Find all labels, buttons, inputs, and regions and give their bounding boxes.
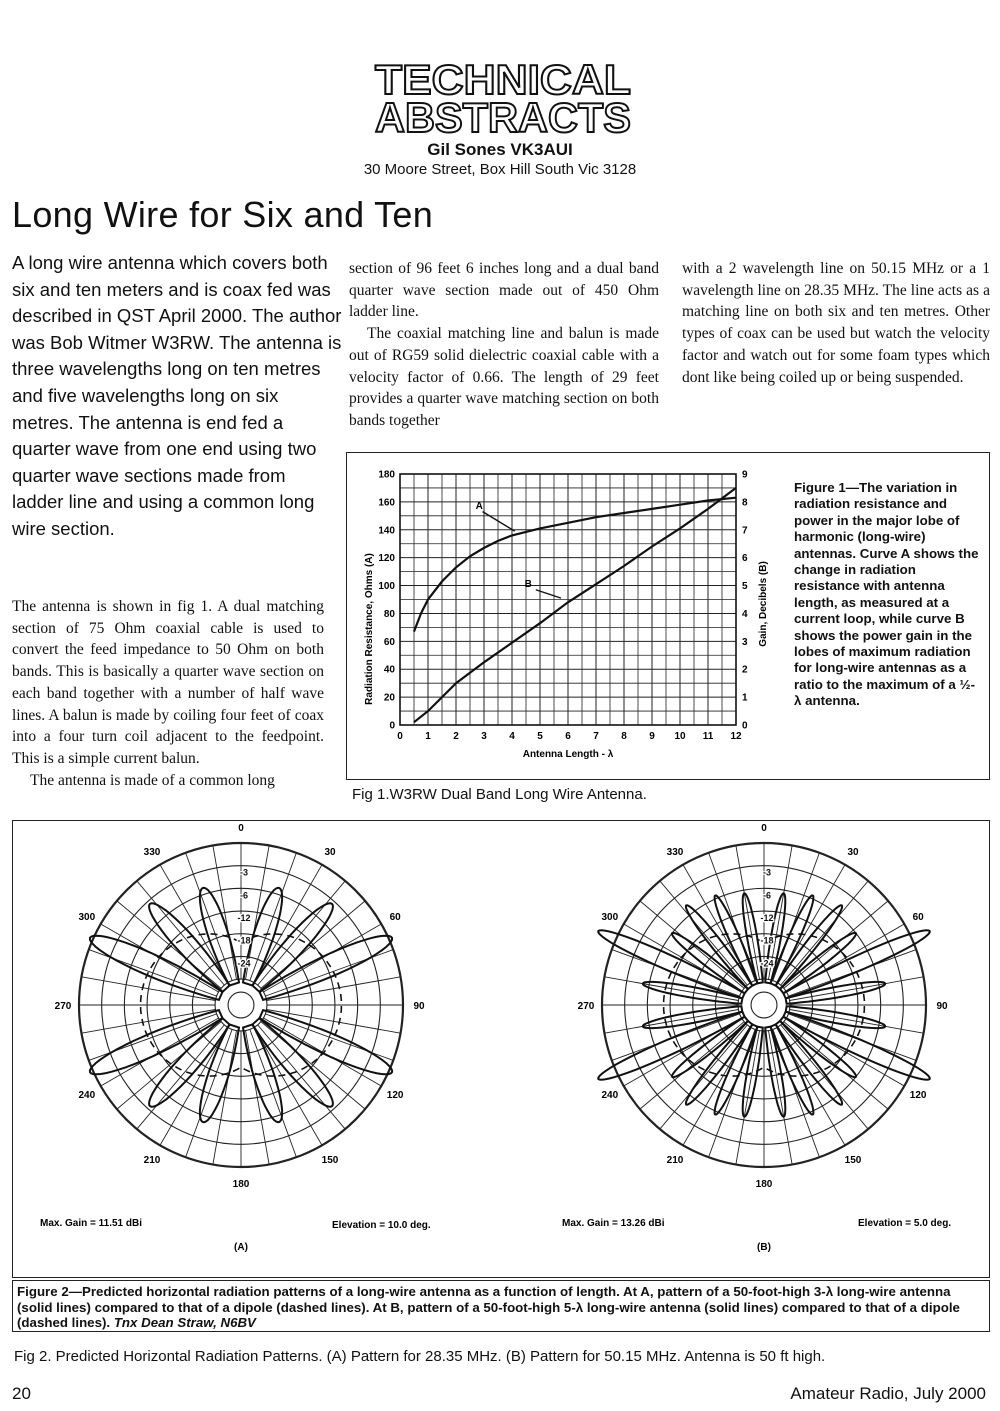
- column-2-body: [349, 258, 659, 432]
- polar-labels-b: [578, 823, 948, 1190]
- technical-abstracts-logo: [372, 58, 634, 138]
- polar-spoke: [254, 1027, 322, 1145]
- y2-tick-label: 8: [742, 497, 748, 509]
- polar-spoke: [258, 881, 345, 985]
- lobe: [252, 1018, 333, 1106]
- publication-info: Amateur Radio, July 2000: [790, 1384, 986, 1403]
- figure-2-credit: Tnx Dean Straw, N6BV: [113, 1315, 256, 1331]
- y2-tick-label: 4: [742, 608, 748, 620]
- angle-label: 300: [601, 912, 619, 923]
- x-tick-label: 1: [425, 731, 431, 742]
- polar-spoke: [137, 881, 224, 985]
- y2-axis-label: Gain, Decibels (B): [758, 561, 769, 647]
- angle-label: 270: [577, 1001, 595, 1012]
- x-tick-label: 10: [674, 731, 686, 742]
- x-tick-label: 3: [481, 731, 487, 742]
- y2-tick-label: 0: [742, 720, 748, 732]
- chart-series: [414, 488, 736, 722]
- col1-paragraph-2: The antenna is made of a common long: [30, 771, 275, 789]
- col2-paragraph-1: section of 96 feet 6 inches long and a dual band quarter wave section made out of 450 Ohm ladder line.: [349, 260, 659, 321]
- angle-label: 270: [54, 1001, 72, 1012]
- ring-label: -24: [760, 958, 774, 969]
- col3-paragraph-1: with a 2 wavelength line on 50.15 MHz or a 1 wavelength line on 28.35 MHz. The line acts as a matching line on both six and ten metres. Other types of coax can be used but watch the velocity factor and watch out for some foam types which dont like being coiled up or being suspended.: [682, 260, 990, 386]
- angle-label: 0: [761, 823, 767, 834]
- angle-label: 330: [143, 846, 161, 858]
- ring-label: -18: [237, 935, 251, 946]
- series-label-A: A: [475, 500, 483, 512]
- ring-label: -24: [237, 958, 251, 969]
- column-3-body: [682, 258, 990, 388]
- elevation-a: Elevation = 10.0 deg.: [332, 1220, 431, 1231]
- x-tick-label: 6: [565, 731, 571, 742]
- polar-chart-b: [520, 822, 988, 1276]
- y-tick-label: 20: [383, 692, 395, 704]
- polar-labels-a: [55, 823, 425, 1190]
- figure-1-chart: [348, 454, 792, 778]
- series-label-B: B: [524, 578, 532, 590]
- polar-spoke: [160, 1027, 228, 1145]
- max-gain-b: Max. Gain = 13.26 dBi: [562, 1218, 665, 1229]
- y2-tick-label: 9: [742, 469, 748, 481]
- y2-tick-label: 3: [742, 636, 748, 648]
- ring-label: -18: [760, 935, 774, 946]
- angle-label: 180: [755, 1179, 773, 1190]
- angle-label: 150: [844, 1155, 862, 1167]
- polar-spoke: [254, 865, 322, 983]
- polar-spoke: [137, 1025, 224, 1129]
- col1-paragraph-1: The antenna is shown in fig 1. A dual matching section of 75 Ohm coaxial cable is used to convert the feed impedance to 50 Ohm on both bands. This is basically a quarter wave section on each band together with a number of half wave lines. A balun is made by coiling four feet of coax into a four turn coil adjacent to the feedpoint. This is a simple current balun.: [12, 598, 324, 767]
- panel-label-a: (A): [234, 1242, 248, 1253]
- y2-tick-label: 1: [742, 692, 748, 704]
- x-tick-label: 0: [397, 731, 403, 742]
- angle-label: 60: [389, 912, 401, 923]
- x-tick-label: 11: [702, 731, 714, 742]
- lobe: [149, 1018, 230, 1106]
- intro-text: A long wire antenna which covers both six and ten meters and is coax fed was described in QST April 2000. The author was Bob Witmer W3RW. The antenna is three wavelengths long on ten metres and five wavelengths long on six metres. The antenna is end fed a quarter wave from one end using two quarter wave sections made from ladder line and using a common long wire section.: [12, 252, 342, 539]
- y2-tick-label: 7: [742, 525, 748, 537]
- y-tick-label: 40: [383, 664, 395, 676]
- x-tick-label: 2: [453, 731, 459, 742]
- series-line-B: [414, 488, 736, 722]
- author-address: 30 Moore Street, Box Hill South Vic 3128: [363, 161, 637, 178]
- ring-label: -6: [239, 890, 249, 901]
- angle-label: 240: [78, 1090, 96, 1101]
- ring-label: -12: [760, 913, 774, 924]
- figure-2-caption: Fig 2. Predicted Horizontal Radiation Patterns. (A) Pattern for 28.35 MHz. (B) Pattern for 50.15 MHz. Antenna is 50 ft high.: [14, 1348, 826, 1365]
- ring-label: -3: [239, 867, 249, 878]
- ring-label: -12: [237, 913, 251, 924]
- angle-label: 210: [143, 1155, 161, 1167]
- angle-label: 30: [324, 846, 336, 858]
- intro-paragraph: [12, 250, 342, 543]
- angle-label: 150: [321, 1155, 339, 1167]
- x-axis-label: Antenna Length - λ: [522, 749, 614, 760]
- angle-label: 330: [666, 846, 684, 858]
- elevation-b: Elevation = 5.0 deg.: [858, 1218, 952, 1229]
- y-tick-label: 160: [378, 497, 395, 509]
- angle-label: 300: [78, 912, 96, 923]
- angle-label: 90: [936, 1001, 948, 1012]
- y-tick-label: 180: [378, 469, 395, 481]
- polar-spoke: [160, 865, 228, 983]
- x-tick-label: 5: [537, 731, 543, 742]
- y-tick-label: 140: [378, 525, 395, 537]
- max-gain-a: Max. Gain = 11.51 dBi: [40, 1218, 142, 1229]
- page-number: 20: [12, 1384, 31, 1403]
- y2-tick-label: 5: [742, 581, 748, 593]
- angle-label: 180: [232, 1179, 250, 1190]
- panel-label-b: (B): [757, 1242, 771, 1253]
- y2-tick-label: 6: [742, 553, 748, 565]
- y-tick-label: 80: [383, 608, 395, 620]
- figure-1-side-caption: Figure 1—The variation in radiation resistance and power in the major lobe of harmonic (long-wire) antennas. Curve A shows the change in radiation resistance with antenna length, as measured at a current loop, while curve B shows the power gain in the lobes of maximum radiation for long-wire antennas as a ratio to the maximum of a ½-λ antenna.: [794, 480, 979, 709]
- column-1-body: [12, 596, 324, 791]
- angle-label: 210: [666, 1155, 684, 1167]
- x-tick-label: 7: [593, 731, 599, 742]
- y-tick-label: 0: [389, 720, 395, 732]
- x-tick-label: 12: [730, 731, 742, 742]
- x-tick-label: 9: [649, 731, 655, 742]
- logo-line2: ABSTRACTS: [375, 94, 631, 138]
- series-line-A: [414, 498, 736, 632]
- angle-label: 0: [238, 823, 244, 834]
- y-tick-label: 60: [383, 636, 395, 648]
- polar-chart-a: [14, 822, 484, 1276]
- angle-label: 30: [847, 846, 859, 858]
- y-tick-label: 100: [378, 581, 395, 593]
- y2-tick-label: 2: [742, 664, 748, 676]
- y-axis-label: Radiation Resistance, Ohms (A): [364, 553, 375, 705]
- x-tick-label: 4: [509, 731, 515, 742]
- author-name: Gil Sones VK3AUI: [427, 140, 573, 159]
- polar-ring: [228, 992, 254, 1018]
- angle-label: 120: [386, 1090, 404, 1101]
- figure-2-caption-text: Figure 2—Predicted horizontal radiation patterns of a long-wire antenna as a function of length. At A, pattern of a 50-foot-high 3-λ long-wire antenna (solid lines) compared to that of a dipole (dashed lines). At B, pattern of a 50-foot-high 5-λ long-wire antenna (solid lines) compared to that of a dipole (dashed lines).: [17, 1284, 960, 1331]
- ring-label: -6: [762, 890, 772, 901]
- polar-ring: [751, 992, 777, 1018]
- angle-label: 90: [413, 1001, 425, 1012]
- ring-label: -3: [762, 867, 772, 878]
- arrow-A: [483, 512, 515, 532]
- article-title: Long Wire for Six and Ten: [12, 194, 434, 235]
- angle-label: 120: [909, 1090, 927, 1101]
- logo-line1: TECHNICAL: [375, 58, 631, 103]
- lobe: [252, 903, 333, 991]
- angle-label: 60: [912, 912, 924, 923]
- polar-ring: [215, 979, 267, 1031]
- y-tick-label: 120: [378, 553, 395, 565]
- angle-label: 240: [601, 1090, 619, 1101]
- lobe: [149, 903, 230, 991]
- col2-paragraph-2: The coaxial matching line and balun is made out of RG59 solid dielectric coaxial cable with a velocity factor of 0.66. The length of 29 feet provides a quarter wave matching section on both bands together: [349, 325, 659, 429]
- x-tick-label: 8: [621, 731, 627, 742]
- figure-1-caption: Fig 1.W3RW Dual Band Long Wire Antenna.: [352, 786, 647, 803]
- figure-2-caption-box: [12, 1280, 990, 1332]
